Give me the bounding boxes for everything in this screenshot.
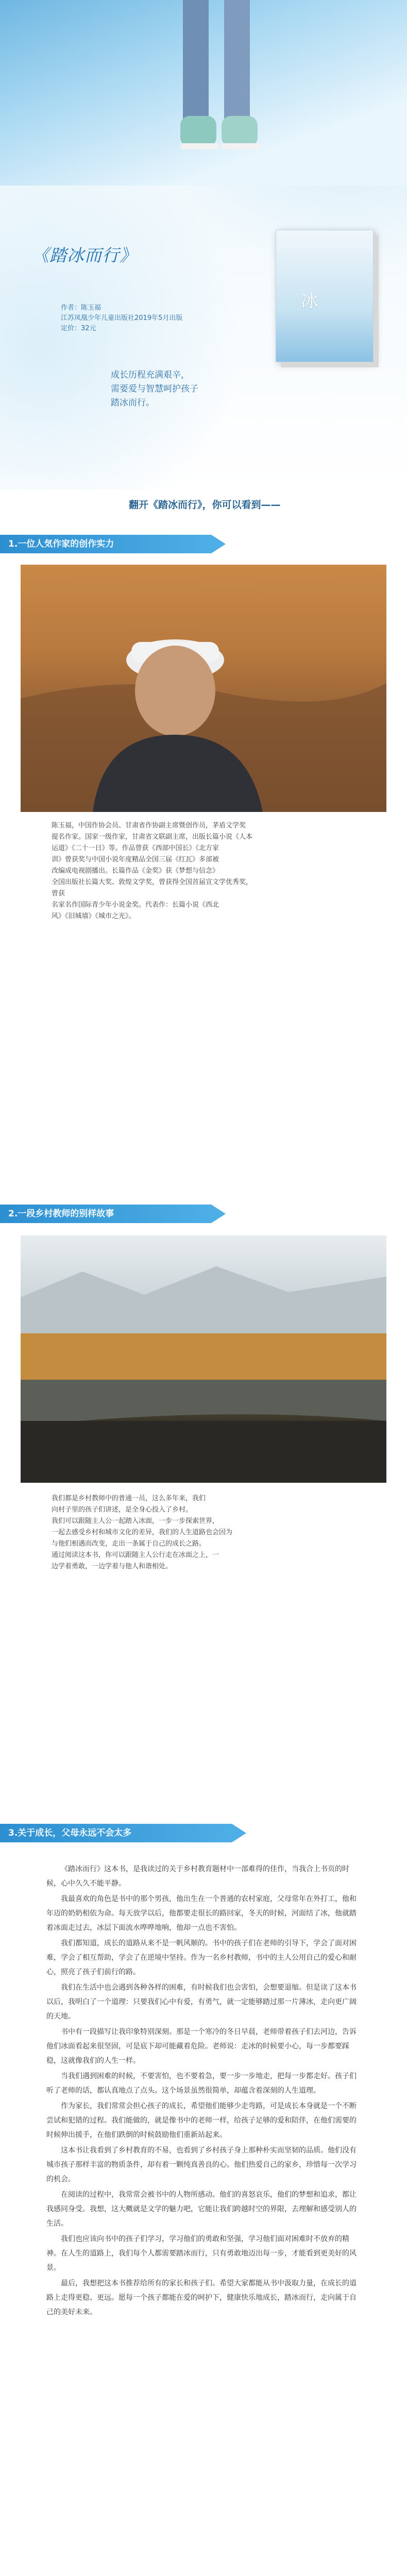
book-title: 《踏冰而行》 [32,245,137,265]
walking-legs-illustration [155,0,278,170]
author-bio [52,820,355,922]
intro-line: 一起去感受乡村和城市文化的差异，我们的人生道路也会因为 [52,1529,233,1536]
book-author: 作者：陈玉福 [61,304,101,312]
bio-line: 训》曾获奖与中国小说年度精品全国三届《红瓦》多部被 [52,856,219,863]
bio-line: 风》《旧城墙》《城市之光》。 [52,912,135,920]
essay-paragraph: 在阅读的过程中，我常常会被书中的人物所感动。他们的喜怒哀乐，他们的梦想和追求，都让我感同身受。我想，这大概就是文学的魅力吧，它能让我们跨越时空的界限，去理解和感受别人的生活。 [46,2191,357,2228]
section-bar-story: 2.一段乡村教师的别样故事 [0,1205,211,1223]
tagline-line: 踏冰而行。 [111,398,155,408]
bio-line: 曾获 [52,890,65,897]
bio-line: 名家名作国际青少年小说金奖。代表作：长篇小说《西北 [52,901,219,909]
intro-line: 向村子里的孩子们讲述，是全身心投入了乡村。 [52,1506,193,1514]
intro-line: 通过阅读这本书，你可以跟随主人公行走在冰面之上，一 [52,1551,219,1559]
hero-banner [0,0,407,489]
essay-body [46,1862,361,2320]
essay-paragraph: 我们都知道，成长的道路从来不是一帆风顺的。书中的孩子们在老师的引导下，学会了面对困难，学会了相互帮助，学会了在逆境中坚持。作为一名乡村教师，书中的主人公用自己的爱心和耐心，照亮了孩子们前行的路。 [46,1939,357,1976]
intro-line: 我们可以跟随主人公一起踏入冰面，一步一步探索世界， [52,1517,219,1525]
tagline [111,368,281,410]
essay-paragraph: 当我们遇到困难的时候，不要害怕，也不要着急，要一步一步地走，把每一步都走好。孩子们听了老师的话，都认真地点了点头。这个场景虽然很简单，却蕴含着深刻的人生道理。 [46,2072,357,2095]
author-portrait-illustration [21,565,386,812]
essay-paragraph: 书中有一段描写让我印象特别深刻。那是一个寒冷的冬日早晨，老师带着孩子们去河边，告诉他们冰面看起来很坚固，可是底下却可能藏着危险。老师说：走冰的时候要小心，每一步都要踩稳，这就像我们的人生一样。 [46,2028,357,2065]
tagline-line: 成长历程充满艰辛， [111,370,190,380]
intro-line: 边学着勇敢，一边学着与他人和谐相处。 [52,1563,173,1570]
cover-title: 冰 [301,291,318,312]
bio-line: 陈玉福，中国作协会员、甘肃省作协副主席暨创作员，茅盾文学奖 [52,822,246,829]
section-heading: 翻开《踏冰而行》，你可以看到—— [129,499,281,511]
tagline-line: 需要爱与智慧呵护孩子 [111,384,198,394]
bio-line: 运道》《二十一日》等。作品曾获《西部中国长》《北方家 [52,844,219,852]
essay-paragraph: 我最喜欢的角色是书中的那个男孩，他出生在一个普通的农村家庭，父母常年在外打工，他和年迈的奶奶相依为命。每天放学以后，他都要走很长的路回家，冬天的时候，河面结了冰，他就踏着冰面走过去，冰层下面流水哗哗地响，他却一点也不害怕。 [46,1895,357,1932]
essay-paragraph: 最后，我想把这本书推荐给所有的家长和孩子们。希望大家都能从书中汲取力量，在成长的道路上走得更稳、更远。愿每一个孩子都能在爱的呵护下，健康快乐地成长，踏冰而行，走向属于自己的美好未来。 [46,2279,357,2316]
section-bar-author: 1.一位人気作家的创作实力 [0,535,211,553]
author-photo [21,565,386,812]
essay-paragraph: 我们也应该向书中的孩子们学习，学习他们的勇敢和坚强，学习他们面对困难时不放弃的精神。在人生的道路上，我们每个人都需要踏冰而行，只有勇敢地迈出每一步，才能看到更美好的风景。 [46,2235,357,2272]
intro-line: 与他们相遇而改变，走出一条属于自己的成长之路。 [52,1540,206,1548]
story-intro [52,1493,355,1572]
essay-paragraph: 《踏冰而行》这本书，是我读过的关于乡村教育题材中一部难得的佳作，当我合上书页的时候，心中久久不能平静。 [46,1865,349,1888]
book-price: 定价：32元 [61,325,96,332]
intro-line: 我们都是乡村教师中的普通一员，这么多年来，我们 [52,1495,206,1502]
bio-line: 提名作家。国家一级作家，甘肃省文联副主席，出版长篇小说《人本 [52,833,253,841]
section-bar-growth: 3.关于成长，父母永远不会太多 [0,1824,232,1842]
bio-line: 全国出版社长篇大奖、敦煌文学奖，曾获得全国首届宣文学优秀奖， [52,878,253,886]
bio-line: 改编成电视剧播出。长篇作品《金奖》获《梦想与信念》 [52,867,219,875]
book-cover-image [276,230,374,362]
landscape-photo [21,1235,386,1483]
river-landscape-illustration [21,1235,386,1483]
book-info [61,303,183,334]
essay-paragraph: 作为家长，我们常常会担心孩子的成长，希望他们能够少走弯路，可是成长本身就是一个不断尝试和犯错的过程。我们能做的，就是像书中的老师一样，给孩子足够的爱和陪伴，在他们需要的时候伸出援手，在他们跌倒的时候鼓励他们重新站起来。 [46,2102,357,2139]
book-publisher: 江苏凤凰少年儿童出版社2019年5月出版 [61,314,183,322]
essay-paragraph: 我们在生活中也会遇到各种各样的困难，有时候我们也会害怕，会想要退缩。但是读了这本书以后，我明白了一个道理：只要我们心中有爱，有勇气，就一定能够踏过那一片薄冰，走向更广阔的天地。 [46,1984,357,2021]
essay-paragraph: 这本书让我看到了乡村教育的不易，也看到了乡村孩子身上那种朴实而坚韧的品质。他们没有城市孩子那样丰富的物质条件，却有着一颗纯真善良的心。他们热爱自己的家乡，珍惜每一次学习的机会。 [46,2146,357,2183]
